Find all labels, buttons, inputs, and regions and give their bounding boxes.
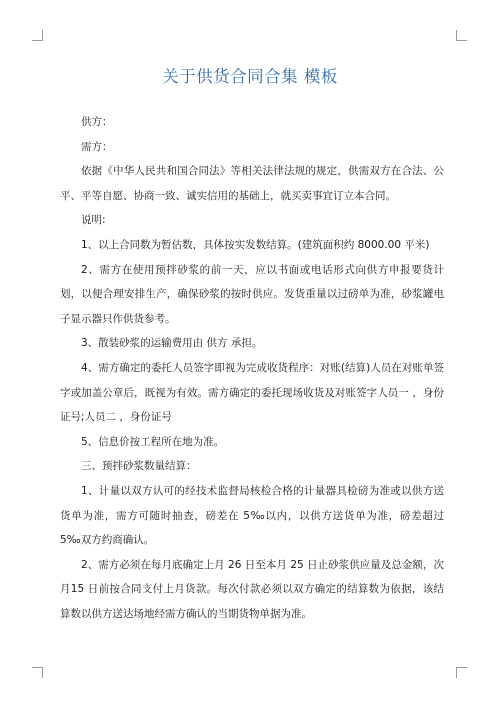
buyer-line: 需方： bbox=[81, 140, 113, 153]
supplier-line: 供方： bbox=[81, 116, 113, 128]
clause-4: 4、需方确定的委托人员签字即视为完成收货程序：对账(结算)人员在对账单签字或加盖公章后，既视为有效。需方确定的委托现场收货及对账签字人员一 ，身份证号;人员二 ，身份证号 bbox=[60, 361, 444, 424]
page-corner-mark-top-right bbox=[456, 30, 467, 41]
page-corner-mark-bottom-left bbox=[32, 667, 43, 678]
page-corner-mark-bottom-right bbox=[456, 667, 467, 678]
clause-2: 2、需方在使用预拌砂浆的前一天，应以书面或电话形式向供方申报要货计划，以便合理安排生产，确保砂浆的按时供应。发货重量以过磅单为准，砂浆罐电子显示器只作供货参考。 bbox=[60, 263, 444, 325]
settlement-clause-2: 2、需方必须在每月底确定上月 26 日至本月 25 日止砂浆供应量及总金额，次月15 日前按合同支付上月货款。每次付款必须以双方确定的结算数为依据，该结算数以供方送达场地经需方确认的当期货物单据为准。 bbox=[60, 558, 444, 620]
document-title: 关于供货合同合集 模板 bbox=[162, 67, 338, 86]
settlement-clause-1: 1、计量以双方认可的经技术监督局核检合格的计量器具检磅为准或以供方送货单为准，需方可随时抽查，磅差在 5‰以内，以供方送货单为准，磅差超过 5‰双方约商确认。 bbox=[60, 484, 444, 547]
clause-5: 5、信息价按工程所在地为准。 bbox=[81, 435, 225, 448]
clause-3: 3、散装砂浆的运输费用由 供方 承担。 bbox=[81, 337, 263, 350]
document-body bbox=[60, 110, 444, 626]
basis-paragraph: 依据《中华人民共和国合同法》等相关法律法规的规定，供需双方在合法、公平、平等自愿、协商一致、诚实信用的基础上，就买卖事宜订立本合同。 bbox=[60, 165, 444, 202]
clause-1: 1、以上合同数为暂估数，具体按实发数结算。(建筑面积约 8000.00 平米) bbox=[81, 238, 430, 251]
notes-heading: 说明: bbox=[81, 214, 106, 227]
page-corner-mark-top-left bbox=[32, 30, 43, 41]
section-3-heading: 三、预拌砂浆数量结算： bbox=[81, 460, 197, 473]
